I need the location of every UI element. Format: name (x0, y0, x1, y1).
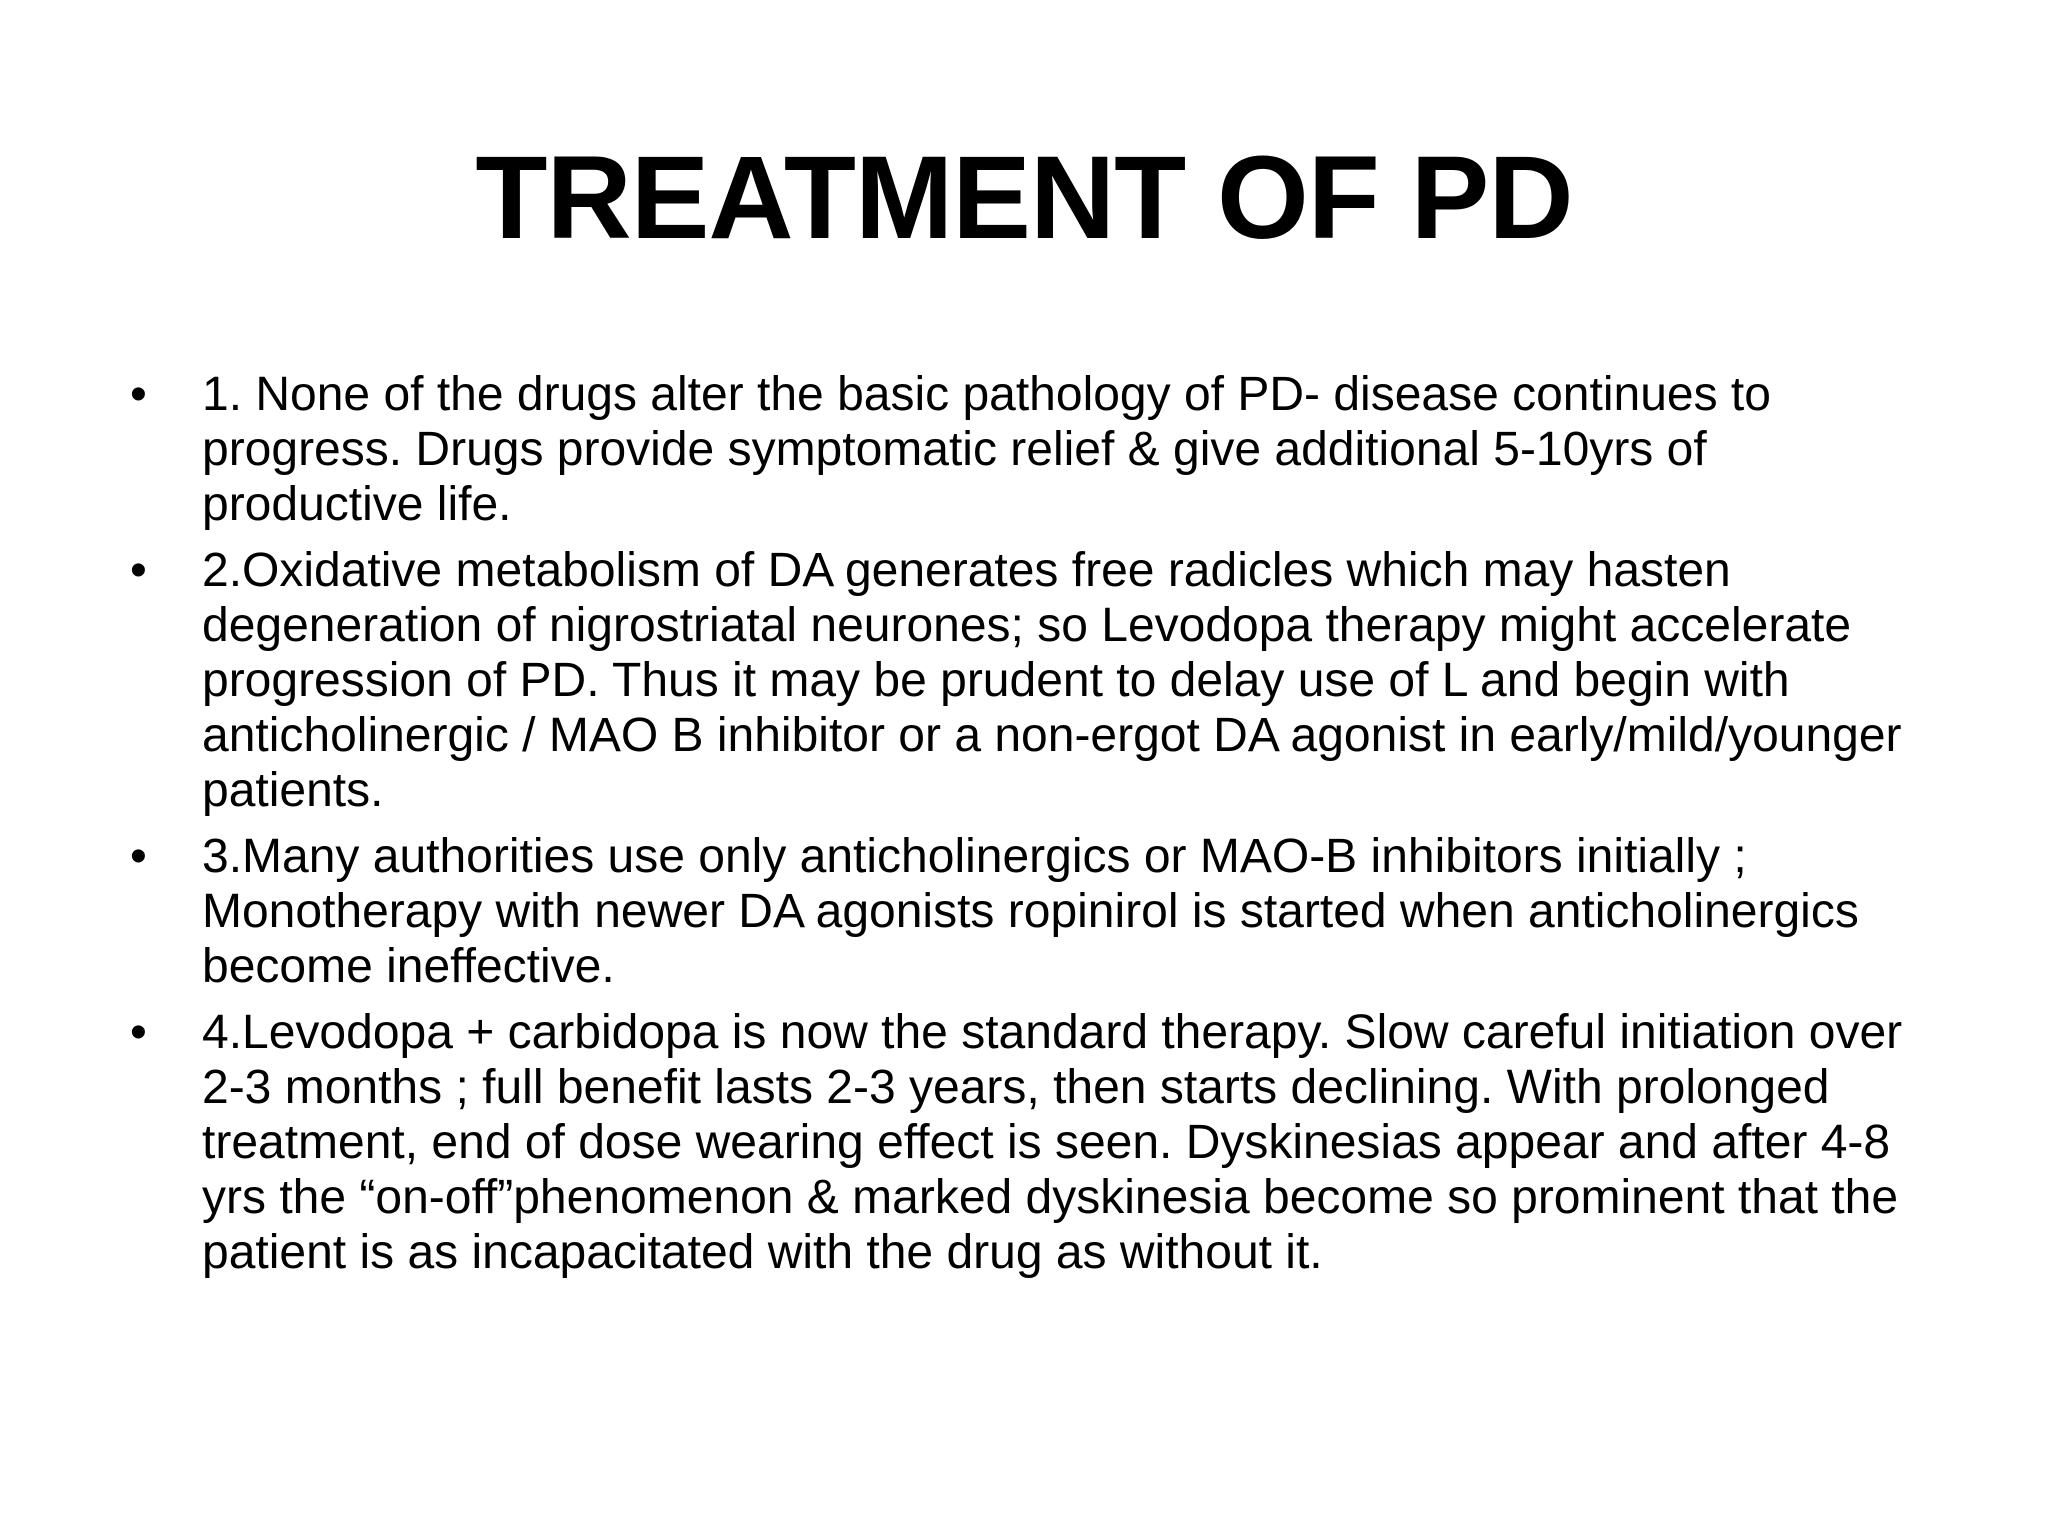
bullet-icon: • (130, 1006, 147, 1059)
bullet-text: 4.Levodopa + carbidopa is now the standard therapy. Slow careful initiation over 2-3 months ; full benefit lasts 2-3 years, then starts declining. With prolonged treatment, end of dose wearing effect is seen. Dyskinesias appear and after 4-8 yrs the “on-off”phenomenon & marked dyskinesia become so prominent that the patient is as incapacitated with the drug as without it. (202, 1006, 1903, 1279)
slide-title: TREATMENT OF PD (475, 132, 1573, 264)
bullet-text: 1. None of the drugs alter the basic pathology of PD- disease continues to progress. Drugs provide symptomatic relief & give additional 5-10yrs of productive life. (202, 368, 1771, 531)
bullet-icon: • (130, 544, 147, 597)
bullet-item (130, 367, 1940, 532)
bullet-item (130, 543, 1940, 818)
bullet-text: 3.Many authorities use only anticholinergics or MAO-B inhibitors initially ; Monotherapy with newer DA agonists ropinirol is started when anticholinergics become ineffective. (202, 830, 1859, 993)
bullet-item (130, 829, 1940, 994)
bullet-text: 2.Oxidative metabolism of DA generates free radicles which may hasten degeneration of nigrostriatal neurones; so Levodopa therapy might accelerate progression of PD. Thus it may be prudent to delay use of L and begin with anticholinergic / MAO B inhibitor or a non-ergot DA agonist in early/mild/younger patients. (202, 544, 1902, 817)
bullet-item (130, 1005, 1940, 1280)
bullet-icon: • (130, 830, 147, 883)
bullet-icon: • (130, 368, 147, 421)
bullet-list (130, 367, 1940, 1291)
